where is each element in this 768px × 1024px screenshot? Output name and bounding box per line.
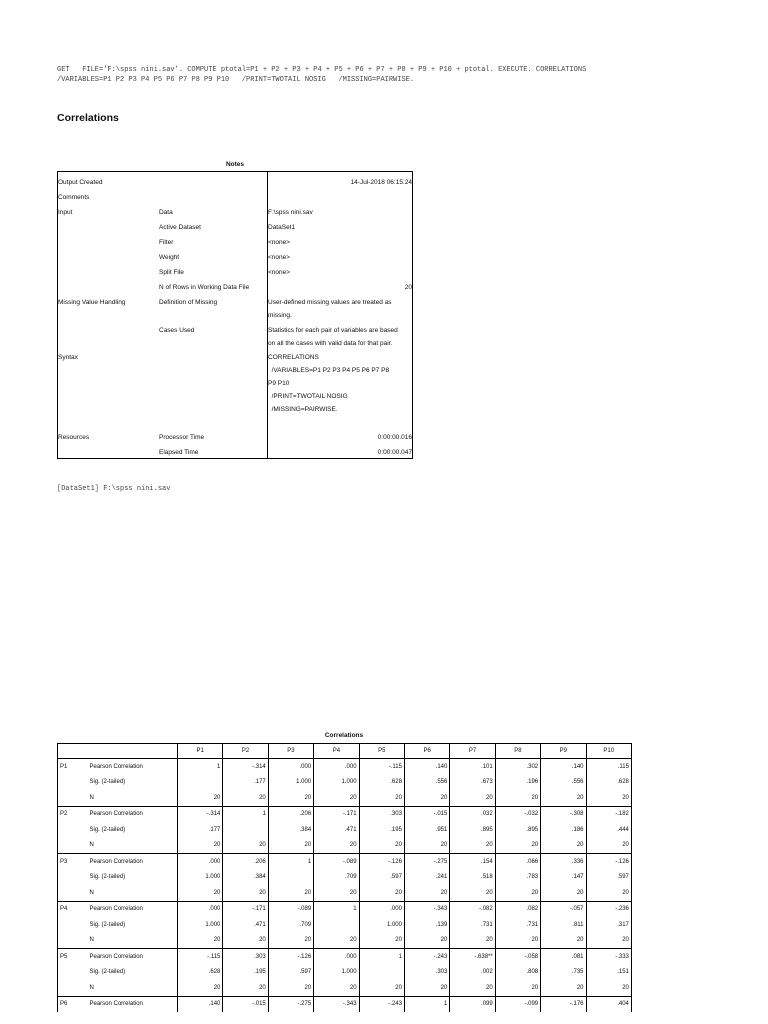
correlations-table xyxy=(57,743,632,1012)
table-cell: 20 xyxy=(178,838,223,854)
table-cell: -.171 xyxy=(314,806,359,822)
table-cell: .951 xyxy=(404,822,449,838)
table-cell: .709 xyxy=(268,917,313,933)
notes-label-split-file: Split File xyxy=(159,269,184,276)
notes-label-output-created: Output Created xyxy=(58,179,103,186)
table-cell: 20 xyxy=(541,980,586,996)
table-cell: -.126 xyxy=(359,854,404,870)
table-cell: 1.000 xyxy=(178,917,223,933)
table-cell: 1.000 xyxy=(314,775,359,791)
column-header: P8 xyxy=(495,744,540,759)
table-row xyxy=(58,933,632,949)
table-cell: 20 xyxy=(314,838,359,854)
table-cell: 1.000 xyxy=(359,917,404,933)
table-cell: 20 xyxy=(314,933,359,949)
table-cell xyxy=(359,965,404,981)
table-cell: .140 xyxy=(541,759,586,775)
table-cell: -.243 xyxy=(404,949,449,965)
table-cell: 20 xyxy=(359,980,404,996)
table-row xyxy=(58,838,632,854)
table-cell: .731 xyxy=(450,917,495,933)
notes-label-active-dataset: Active Dataset xyxy=(159,224,201,231)
table-cell: 20 xyxy=(404,933,449,949)
table-cell: 20 xyxy=(404,980,449,996)
notes-label-data: Data xyxy=(159,209,173,216)
table-row xyxy=(58,759,632,775)
notes-label-weight: Weight xyxy=(159,254,180,261)
table-cell: -.115 xyxy=(359,759,404,775)
row-variable xyxy=(58,885,88,901)
table-cell: -.176 xyxy=(541,996,586,1012)
row-variable xyxy=(58,838,88,854)
table-cell: 20 xyxy=(541,933,586,949)
notes-label-filter: Filter xyxy=(159,239,174,246)
table-cell: .709 xyxy=(314,870,359,886)
notes-label-definition: Definition of Missing xyxy=(159,299,218,306)
table-cell xyxy=(314,917,359,933)
table-cell: 1 xyxy=(178,759,223,775)
table-cell: 20 xyxy=(223,885,268,901)
table-cell: .206 xyxy=(223,854,268,870)
table-cell: 1.000 xyxy=(314,965,359,981)
column-header: P7 xyxy=(450,744,495,759)
row-statistic: N xyxy=(89,889,94,896)
table-cell: .597 xyxy=(268,965,313,981)
table-cell: .032 xyxy=(450,806,495,822)
table-cell: .628 xyxy=(359,775,404,791)
table-cell: .000 xyxy=(268,759,313,775)
table-cell: 20 xyxy=(268,838,313,854)
table-cell: .384 xyxy=(223,870,268,886)
table-cell: -.182 xyxy=(586,806,631,822)
table-cell: 1 xyxy=(314,901,359,917)
table-cell: .195 xyxy=(223,965,268,981)
notes-table xyxy=(57,171,413,459)
table-row xyxy=(58,885,632,901)
row-statistic: Sig. (2-tailed) xyxy=(89,874,126,881)
table-cell: -.343 xyxy=(314,996,359,1012)
table-cell: -.058 xyxy=(495,949,540,965)
table-cell: .783 xyxy=(495,870,540,886)
notes-value-output-created: 14-Jul-2018 06:15:24 xyxy=(350,179,412,186)
column-header: P4 xyxy=(314,744,359,759)
notes-label-resources: Resources xyxy=(58,434,90,441)
table-cell: -.082 xyxy=(450,901,495,917)
row-statistic: Sig. (2-tailed) xyxy=(89,969,126,976)
table-cell: 20 xyxy=(404,838,449,854)
table-cell: .140 xyxy=(404,759,449,775)
table-cell: 20 xyxy=(450,790,495,806)
table-cell: .139 xyxy=(404,917,449,933)
table-cell: .147 xyxy=(541,870,586,886)
notes-value-weight: <none> xyxy=(268,254,291,261)
table-cell: .206 xyxy=(268,806,313,822)
page-title: Correlations xyxy=(57,112,119,124)
table-cell: 20 xyxy=(495,790,540,806)
row-variable: P4 xyxy=(58,901,88,917)
table-cell: .140 xyxy=(178,996,223,1012)
table-cell: .597 xyxy=(359,870,404,886)
table-row xyxy=(58,917,632,933)
table-cell: .000 xyxy=(178,901,223,917)
notes-value-elapsed-time: 0:00:00.047 xyxy=(377,449,412,456)
notes-value-processor-time: 0:00:00.016 xyxy=(377,434,412,441)
table-cell: -.343 xyxy=(404,901,449,917)
column-header: P10 xyxy=(586,744,631,759)
column-header: P6 xyxy=(404,744,449,759)
table-cell: .002 xyxy=(450,965,495,981)
table-row xyxy=(58,996,632,1012)
notes-value-definition-1: User-defined missing values are treated as xyxy=(268,299,392,306)
table-cell: -.126 xyxy=(586,854,631,870)
row-statistic: Sig. (2-tailed) xyxy=(89,826,126,833)
table-cell: 20 xyxy=(495,980,540,996)
table-cell: 20 xyxy=(223,980,268,996)
table-cell: 20 xyxy=(223,838,268,854)
table-cell: 20 xyxy=(586,885,631,901)
table-cell: 20 xyxy=(268,980,313,996)
table-cell: 20 xyxy=(450,838,495,854)
table-cell: .518 xyxy=(450,870,495,886)
table-cell: -.236 xyxy=(586,901,631,917)
table-cell: .000 xyxy=(314,949,359,965)
column-header: P2 xyxy=(223,744,268,759)
table-cell: 1 xyxy=(268,854,313,870)
table-cell: .404 xyxy=(586,996,631,1012)
table-cell: -.243 xyxy=(359,996,404,1012)
table-cell: 1 xyxy=(223,806,268,822)
table-cell xyxy=(223,822,268,838)
row-variable xyxy=(58,917,88,933)
table-cell: .154 xyxy=(450,854,495,870)
table-cell: .895 xyxy=(450,822,495,838)
table-cell: -.171 xyxy=(223,901,268,917)
table-row xyxy=(58,870,632,886)
table-cell: .186 xyxy=(541,822,586,838)
row-variable: P6 xyxy=(58,996,88,1012)
table-row xyxy=(58,980,632,996)
row-variable xyxy=(58,790,88,806)
table-cell: 20 xyxy=(359,885,404,901)
table-cell: .151 xyxy=(586,965,631,981)
table-cell: .115 xyxy=(586,759,631,775)
notes-syntax-line-1: CORRELATIONS xyxy=(268,354,319,361)
notes-label-input: Input xyxy=(58,209,73,216)
table-cell: 1 xyxy=(359,949,404,965)
row-statistic: Pearson Correlation xyxy=(88,996,178,1012)
notes-value-cases-1: Statistics for each pair of variables are based xyxy=(268,327,398,334)
notes-syntax-line-4: /PRINT=TWOTAIL NOSIG xyxy=(268,393,348,400)
table-cell: 20 xyxy=(495,933,540,949)
table-cell: .336 xyxy=(541,854,586,870)
table-row xyxy=(58,775,632,791)
table-cell: 20 xyxy=(314,885,359,901)
table-cell: 20 xyxy=(495,838,540,854)
table-cell: .066 xyxy=(495,854,540,870)
table-cell: .099 xyxy=(450,996,495,1012)
table-cell: 20 xyxy=(359,790,404,806)
table-cell: 20 xyxy=(178,790,223,806)
table-cell: -.308 xyxy=(541,806,586,822)
table-cell: -.314 xyxy=(178,806,223,822)
table-cell: .101 xyxy=(450,759,495,775)
table-cell: -.314 xyxy=(223,759,268,775)
notes-value-cases-2: on all the cases with valid data for that pair. xyxy=(268,340,393,347)
table-cell: -.032 xyxy=(495,806,540,822)
table-cell: -.275 xyxy=(404,854,449,870)
table-cell: 20 xyxy=(268,790,313,806)
table-cell: 20 xyxy=(404,885,449,901)
table-cell: .811 xyxy=(541,917,586,933)
row-statistic: N xyxy=(89,937,94,944)
row-statistic: Pearson Correlation xyxy=(88,759,178,775)
table-cell: .556 xyxy=(541,775,586,791)
table-cell: -.089 xyxy=(268,901,313,917)
notes-value-filter: <none> xyxy=(268,239,291,246)
row-statistic: Pearson Correlation xyxy=(88,901,178,917)
table-cell: .000 xyxy=(314,759,359,775)
row-variable: P3 xyxy=(58,854,88,870)
table-row xyxy=(58,854,632,870)
table-cell: .673 xyxy=(450,775,495,791)
table-row xyxy=(58,790,632,806)
table-cell: 20 xyxy=(450,885,495,901)
table-cell xyxy=(178,775,223,791)
table-cell: .177 xyxy=(223,775,268,791)
table-cell: 20 xyxy=(586,980,631,996)
table-cell: .303 xyxy=(359,806,404,822)
row-variable xyxy=(58,775,88,791)
column-header: P3 xyxy=(268,744,313,759)
table-cell: -.638** xyxy=(450,949,495,965)
table-cell: 20 xyxy=(450,933,495,949)
table-cell: 20 xyxy=(404,790,449,806)
notes-label-rows: N of Rows in Working Data File xyxy=(159,284,250,291)
table-cell: 20 xyxy=(314,980,359,996)
row-variable: P1 xyxy=(58,759,88,775)
correlations-body xyxy=(58,759,632,1013)
notes-value-active-dataset: DataSet1 xyxy=(268,224,296,231)
table-cell: .000 xyxy=(178,854,223,870)
table-cell: 20 xyxy=(450,980,495,996)
table-cell: .195 xyxy=(359,822,404,838)
table-cell: .177 xyxy=(178,822,223,838)
table-cell: 20 xyxy=(586,933,631,949)
table-cell: .597 xyxy=(586,870,631,886)
table-cell: .303 xyxy=(223,949,268,965)
notes-caption: Notes xyxy=(225,161,245,168)
table-cell: 20 xyxy=(178,933,223,949)
table-cell: .895 xyxy=(495,822,540,838)
row-statistic: N xyxy=(89,842,94,849)
table-row xyxy=(58,949,632,965)
table-cell: 20 xyxy=(223,790,268,806)
table-cell xyxy=(268,870,313,886)
table-cell: -.275 xyxy=(268,996,313,1012)
notes-label-missing: Missing Value Handling xyxy=(58,299,126,306)
table-cell: .735 xyxy=(541,965,586,981)
table-cell: 20 xyxy=(268,933,313,949)
table-cell: 20 xyxy=(268,885,313,901)
column-header: P1 xyxy=(178,744,223,759)
table-cell: 20 xyxy=(314,790,359,806)
table-row xyxy=(58,806,632,822)
row-statistic: N xyxy=(89,984,94,991)
notes-syntax-line-3: P9 P10 xyxy=(268,380,290,387)
table-cell: 1.000 xyxy=(178,870,223,886)
table-cell: 20 xyxy=(541,838,586,854)
table-cell: .628 xyxy=(586,775,631,791)
column-header: P9 xyxy=(541,744,586,759)
row-statistic: Sig. (2-tailed) xyxy=(89,779,126,786)
notes-label-syntax: Syntax xyxy=(58,354,78,361)
table-cell: 20 xyxy=(541,885,586,901)
table-cell: -.089 xyxy=(314,854,359,870)
table-cell: .241 xyxy=(404,870,449,886)
table-cell: 20 xyxy=(495,885,540,901)
table-cell: .731 xyxy=(495,917,540,933)
notes-value-definition-2: missing. xyxy=(268,312,292,319)
header-corner xyxy=(58,744,178,759)
notes-value-split-file: <none> xyxy=(268,269,291,276)
table-cell: .082 xyxy=(495,901,540,917)
table-cell: .302 xyxy=(495,759,540,775)
row-statistic: Pearson Correlation xyxy=(88,806,178,822)
table-cell: .317 xyxy=(586,917,631,933)
table-cell: .196 xyxy=(495,775,540,791)
notes-value-rows: 20 xyxy=(404,284,412,291)
table-cell: 20 xyxy=(541,790,586,806)
table-cell: 1.000 xyxy=(268,775,313,791)
table-cell: -.015 xyxy=(223,996,268,1012)
notes-value-data: F:\spss nini.sav xyxy=(268,209,313,216)
row-variable: P2 xyxy=(58,806,88,822)
row-variable xyxy=(58,870,88,886)
table-cell: 1 xyxy=(404,996,449,1012)
notes-label-elapsed-time: Elapsed Time xyxy=(159,449,199,456)
table-cell: .384 xyxy=(268,822,313,838)
column-header: P5 xyxy=(359,744,404,759)
table-cell: 20 xyxy=(359,933,404,949)
row-variable xyxy=(58,822,88,838)
row-variable: P5 xyxy=(58,949,88,965)
table-cell: 20 xyxy=(359,838,404,854)
row-statistic: Pearson Correlation xyxy=(88,949,178,965)
row-statistic: Pearson Correlation xyxy=(88,854,178,870)
table-cell: -.015 xyxy=(404,806,449,822)
row-variable xyxy=(58,933,88,949)
table-cell: -.057 xyxy=(541,901,586,917)
table-cell: .471 xyxy=(314,822,359,838)
table-cell: .303 xyxy=(404,965,449,981)
table-cell: 20 xyxy=(178,980,223,996)
table-cell: .444 xyxy=(586,822,631,838)
table-cell: .808 xyxy=(495,965,540,981)
table-cell: .628 xyxy=(178,965,223,981)
table-cell: .081 xyxy=(541,949,586,965)
table-cell: 20 xyxy=(223,933,268,949)
table-cell: -.115 xyxy=(178,949,223,965)
table-cell: .556 xyxy=(404,775,449,791)
correlations-header-row xyxy=(58,744,632,759)
notes-syntax-line-5: /MISSING=PAIRWISE. xyxy=(268,406,338,413)
table-cell: -.333 xyxy=(586,949,631,965)
table-cell: 20 xyxy=(586,790,631,806)
table-cell: 20 xyxy=(586,838,631,854)
table-row xyxy=(58,901,632,917)
table-cell: -.099 xyxy=(495,996,540,1012)
dataset-line: [DataSet1] F:\spss nini.sav xyxy=(57,485,171,493)
correlations-caption: Correlations xyxy=(324,732,364,739)
notes-label-processor-time: Processor Time xyxy=(159,434,205,441)
row-statistic: N xyxy=(89,794,94,801)
syntax-log: GET FILE='F:\spss nini.sav'. COMPUTE ptotal=P1 + P2 + P3 + P4 + P5 + P6 + P7 + P8 + P9 + P10 + ptotal. EXECUTE. CORRELATIONS /VARIABLES=P1 P2 P3 P4 P5 P6 P7 P8 P9 P10 /PRINT=TWOTAIL NOSIG /MISSING=PAIRWISE. xyxy=(57,66,587,84)
notes-label-cases-used: Cases Used xyxy=(159,327,195,334)
row-statistic: Sig. (2-tailed) xyxy=(89,921,126,928)
table-row xyxy=(58,822,632,838)
table-cell: .000 xyxy=(359,901,404,917)
notes-syntax-line-2: /VARIABLES=P1 P2 P3 P4 P5 P6 P7 P8 xyxy=(268,367,390,374)
row-variable xyxy=(58,965,88,981)
table-cell: 20 xyxy=(178,885,223,901)
table-cell: .471 xyxy=(223,917,268,933)
notes-label-comments: Comments xyxy=(58,194,90,201)
row-variable xyxy=(58,980,88,996)
table-row xyxy=(58,965,632,981)
table-cell: -.126 xyxy=(268,949,313,965)
